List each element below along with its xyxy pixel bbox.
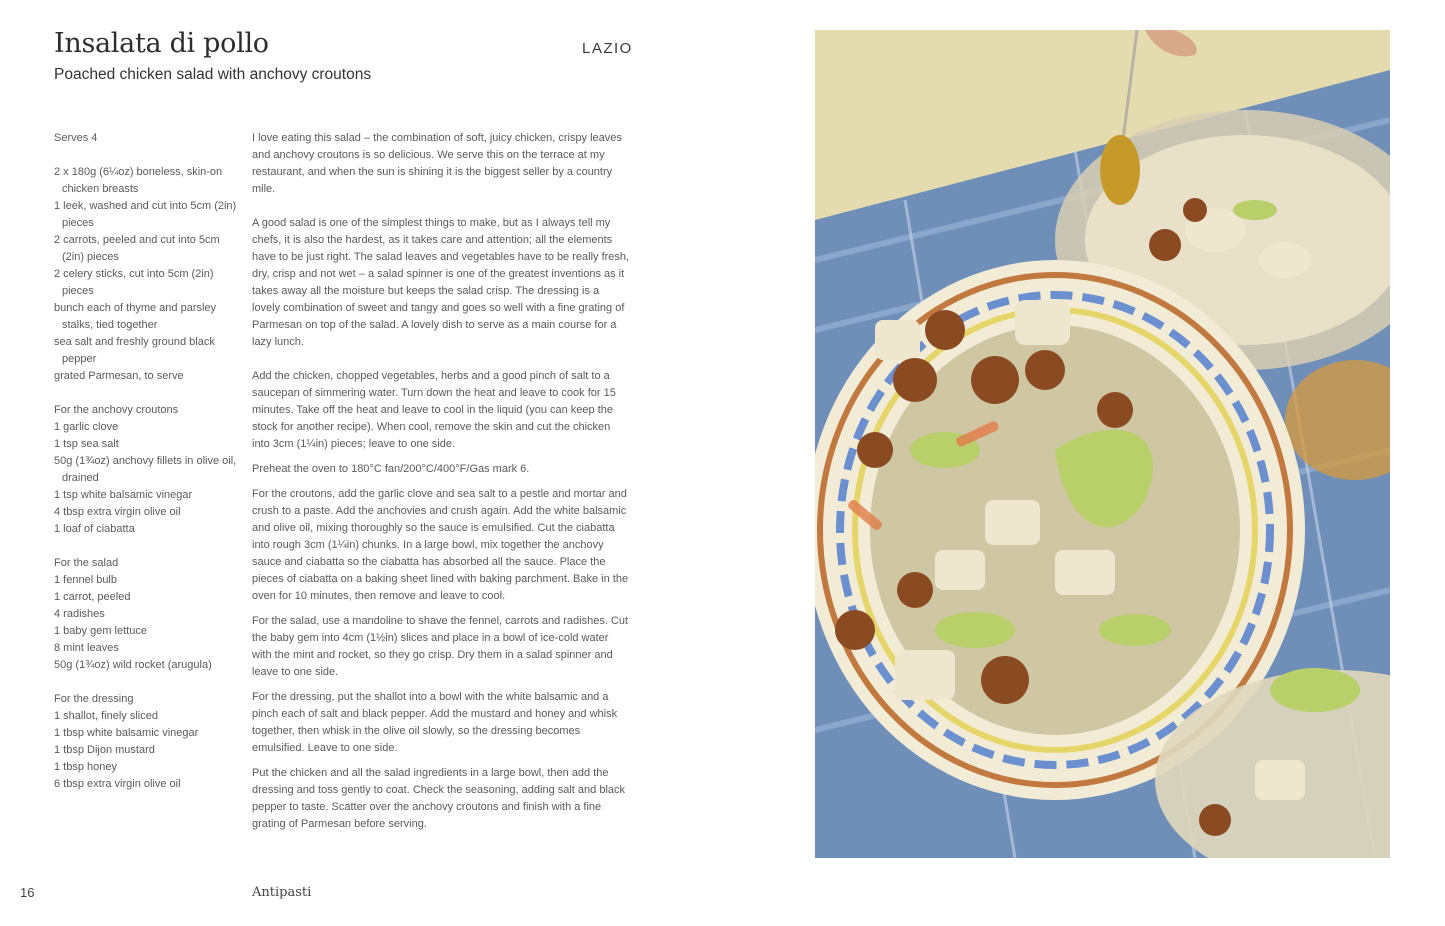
salad-ingredients-list [54,555,239,674]
method-step: For the dressing, put the shallot into a bowl with the white balsamic and a pinch each of salt and black pepper. Add the mustard and honey and whisk together, then whisk in the olive oil slowly, so the dressing becomes emulsified. Leave to one side. [252,691,618,754]
ingredient-item: 1 tbsp honey [54,761,117,773]
intro-paragraph: I love eating this salad – the combination of soft, juicy chicken, crispy leaves and anchovy croutons is so delicious. We serve this on the terrace at my restaurant, and when the sun is shining it is the biggest seller by a country mile. [252,132,622,195]
ingredient-item: 1 garlic clove [54,421,119,433]
serves-line: Serves 4 [54,132,98,144]
ingredient-item: 4 radishes [54,608,105,620]
ingredient-item: 50g (1¾oz) wild rocket (arugula) [54,659,212,671]
ingredient-item: 1 baby gem lettuce [54,625,147,637]
ingredient-item: 2 carrots, peeled and cut into 5cm (2in) pieces [54,234,220,263]
ingredient-item: 8 mint leaves [54,642,119,654]
method-step: Put the chicken and all the salad ingredients in a large bowl, then add the dressing and toss gently to coat. Check the seasoning, adding salt and black pepper to taste. Scatter over the anchovy croutons and finish with a fine grating of Parmesan before serving. [252,767,626,830]
ingredient-item: 1 tbsp Dijon mustard [54,744,155,756]
ingredient-item: 1 shallot, finely sliced [54,710,158,722]
ingredient-item: 1 tbsp white balsamic vinegar [54,727,199,739]
ingredient-item: 4 tbsp extra virgin olive oil [54,506,181,518]
ingredient-item: 1 tsp sea salt [54,438,119,450]
page-number: 16 [20,885,35,900]
recipe-title: Insalata di pollo [54,28,269,59]
method-step: Add the chicken, chopped vegetables, herbs and a good pinch of salt to a saucepan of simmering water. Turn down the heat and leave to cook for 15 minutes. Take off the heat and leave to cool in the liquid (you can keep the stock for another recipe). When cool, remove the skin and cut the chicken into 3cm (1¼in) pieces; leave to one side. [252,370,616,450]
ingredient-item: 2 celery sticks, cut into 5cm (2in) pieces [54,268,214,297]
ingredient-item: bunch each of thyme and parsley stalks, tied together [54,302,217,331]
ingredient-item: 1 carrot, peeled [54,591,131,603]
recipe-subtitle: Poached chicken salad with anchovy croutons [54,66,372,83]
ingredients-column [54,130,239,810]
recipe-region: LAZIO [582,40,633,57]
salad-photo-illustration [815,30,1390,858]
intro-paragraph: A good salad is one of the simplest things to make, but as I always tell my chefs, it is also the hardest, as it takes care and attention; all the elements have to be just right. The salad leaves and vegetables have to be really fresh, dry, crisp and not wet – a salad spinner is one of the greatest inventions as it takes away all the moisture but keeps the salad crisp. The dressing is a lovely combination of sweet and tangy and goes so well with a fine grating of Parmesan on top of the salad. A lovely dish to serve as a main course for a lazy lunch. [252,217,630,348]
ingredient-item: 2 x 180g (6¼oz) boneless, skin-on chicken breasts [54,166,223,195]
ingredient-item: 1 loaf of ciabatta [54,523,135,535]
salad-photo [815,30,1390,858]
ingredient-item: 1 tsp white balsamic vinegar [54,489,193,501]
dressing-ingredients-list [54,691,239,793]
ingredient-item: 50g (1¾oz) anchovy fillets in olive oil, drained [54,455,237,484]
ingredient-subheading: For the anchovy croutons [54,404,179,416]
ingredient-item: grated Parmesan, to serve [54,370,184,382]
ingredient-item: 1 leek, washed and cut into 5cm (2in) pieces [54,200,237,229]
method-step: For the salad, use a mandoline to shave the fennel, carrots and radishes. Cut the baby gem into 4cm (1½in) slices and place in a bowl of ice-cold water with the mint and rocket, so they go crisp. Dry them in a salad spinner and leave to one side. [252,615,629,678]
croutons-ingredients-list [54,402,239,538]
section-running-footer: Antipasti [252,885,312,900]
ingredient-item: sea salt and freshly ground black pepper [54,336,215,365]
ingredient-item: 6 tbsp extra virgin olive oil [54,778,181,790]
method-column [252,130,630,841]
ingredient-subheading: For the salad [54,557,119,569]
main-ingredients-list [54,164,239,385]
ingredient-subheading: For the dressing [54,693,134,705]
method-step: Preheat the oven to 180°C fan/200°C/400°F/Gas mark 6. [252,463,530,475]
ingredient-item: 1 fennel bulb [54,574,117,586]
method-step: For the croutons, add the garlic clove and sea salt to a pestle and mortar and crush to a paste. Add the anchovies and crush again. Add the white balsamic and olive oil, mixing thoroughly so the sauce is emulsified. Cut the ciabatta into rough 3cm (1¼in) chunks. In a large bowl, mix together the anchovy sauce and ciabatta so the ciabatta has absorbed all the sauce. Place the pieces of ciabatta on a baking sheet lined with baking parchment. Bake in the oven for 10 minutes, then remove and leave to cool. [252,488,629,602]
